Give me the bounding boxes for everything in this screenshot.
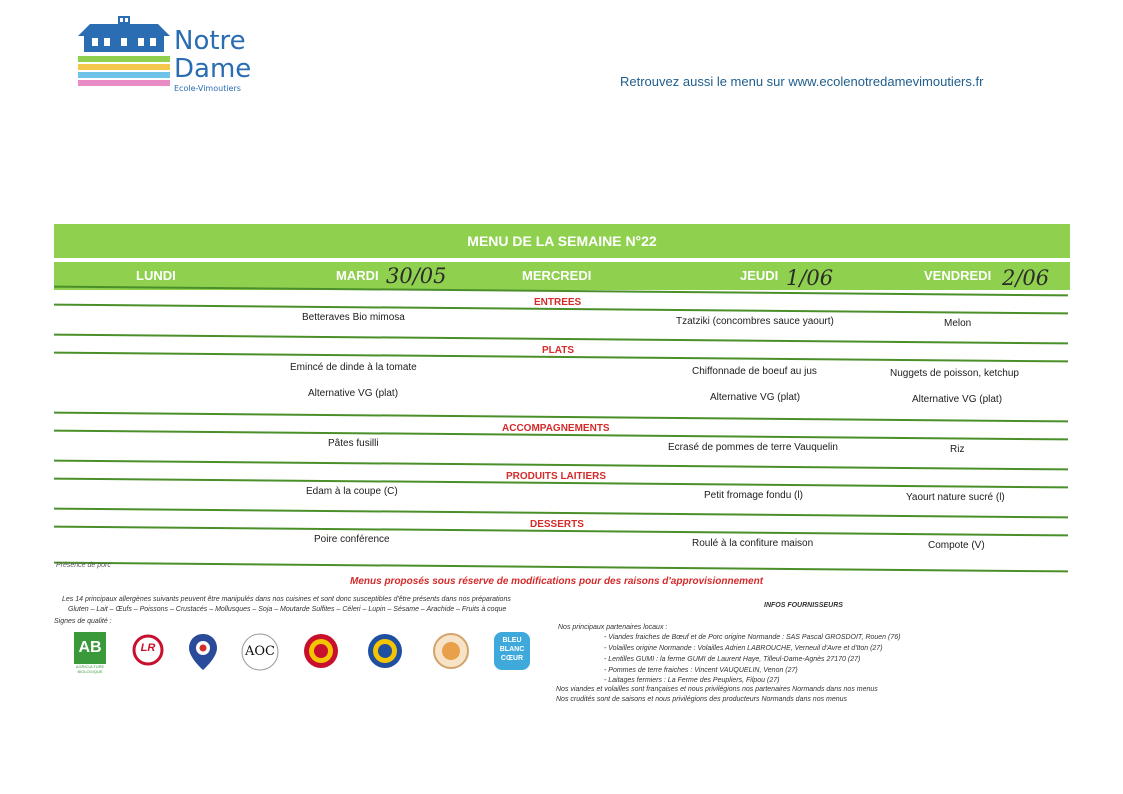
day-vendredi: VENDREDI — [924, 268, 992, 283]
date-mardi: 30/05 — [386, 264, 447, 288]
school-building-icon — [78, 16, 170, 52]
logo-stripe-green — [78, 56, 170, 62]
allergen-notice: Les 14 principaux allergènes suivants peuvent être manipulés dans nos cuisines et sont donc susceptibles d'être présents dans nos préparations — [62, 596, 511, 603]
suppliers-footer-2: Nos crudités sont de saisons et nous privilégions des producteurs Normands dans nos menus — [556, 696, 848, 703]
jeudi-entree: Tzatziki (concombres sauce yaourt) — [676, 316, 834, 327]
mardi-alternative: Alternative VG (plat) — [308, 388, 399, 399]
logo-stripe-blue — [78, 72, 170, 78]
logo-subtitle: Ecole-Vimoutiers — [174, 84, 241, 93]
ab-bio-icon — [70, 632, 110, 672]
ab-badge-text: AB — [74, 632, 106, 664]
aoc-icon — [240, 632, 280, 672]
vendredi-accompagnement: Riz — [950, 444, 965, 455]
divider — [54, 562, 1068, 573]
igp-location-icon — [186, 632, 226, 672]
logo-stripe-pink — [78, 80, 170, 86]
suppliers-title: INFOS FOURNISSEURS — [764, 602, 843, 609]
label-rouge-icon — [130, 632, 170, 672]
mardi-entree: Betteraves Bio mimosa — [302, 312, 405, 323]
supplier-line: - Laitages fermiers : La Ferme des Peupliers, Filpou (27) — [604, 677, 780, 684]
vendredi-dessert: Compote (V) — [928, 540, 985, 551]
bbc-text: BLEU BLANC CŒUR — [494, 632, 530, 670]
vendredi-laitier: Yaourt nature sucré (l) — [906, 492, 1005, 503]
suppliers-intro: Nos principaux partenaires locaux : — [558, 624, 668, 631]
aop-icon — [302, 632, 342, 672]
allergen-list: Gluten – Lait – Œufs – Poissons – Crustacés – Mollusques – Soja – Moutarde Sulfites – Céleri – Lupin – Sésame – Arachide – Fruits à coque — [68, 606, 507, 613]
school-logo — [78, 16, 252, 98]
mardi-laitier: Edam à la coupe (C) — [306, 486, 398, 497]
vendredi-plat: Nuggets de poisson, ketchup — [890, 368, 1019, 379]
supply-warning: Menus proposés sous réserve de modifications pour des raisons d'approvisionnement — [350, 576, 764, 587]
bleu-blanc-coeur-icon — [494, 632, 534, 672]
divider — [54, 412, 1068, 423]
date-vendredi: 2/06 — [1002, 266, 1050, 290]
jeudi-plat: Chiffonnade de boeuf au jus — [692, 366, 817, 377]
jeudi-alternative: Alternative VG (plat) — [710, 392, 801, 403]
supplier-line: - Viandes fraiches de Bœuf et de Porc origine Normande : SAS Pascal GROSDOIT, Rouen (76) — [604, 634, 901, 641]
supplier-line: - Volailles origine Normande : Volailles Adrien LABROUCHE, Verneuil d'Avre et d'Iton (27) — [604, 645, 883, 652]
suppliers-box — [552, 596, 1060, 708]
menu-title: MENU DE LA SEMAINE N°22 — [54, 224, 1070, 258]
logo-name-line2: Dame — [174, 54, 252, 84]
label-rouge-text: LR — [140, 642, 156, 654]
divider — [54, 460, 1068, 471]
porc-note: Présence de porc — [56, 562, 111, 569]
mardi-plat: Emincé de dinde à la tomate — [290, 362, 417, 373]
day-jeudi: JEUDI — [740, 268, 779, 283]
day-lundi: LUNDI — [136, 268, 176, 283]
suppliers-footer-1: Nos viandes et volailles sont françaises et nous privilégions nos partenaires Normands dans nos menus — [556, 686, 878, 693]
mardi-accompagnement: Pâtes fusilli — [328, 438, 379, 449]
divider — [54, 508, 1068, 519]
section-produits-laitiers: PRODUITS LAITIERS — [506, 471, 607, 482]
section-desserts: DESSERTS — [530, 519, 584, 530]
vendredi-entree: Melon — [944, 318, 972, 329]
jeudi-accompagnement: Ecrasé de pommes de terre Vauquelin — [668, 442, 838, 453]
quality-label: Signes de qualité : — [54, 618, 112, 625]
date-jeudi: 1/06 — [786, 266, 834, 290]
section-entrees: ENTREES — [534, 297, 582, 308]
supplier-line: - Lentilles GUMI : la ferme GUMI de Laurent Haye, Tilleul-Dame-Agnès 27170 (27) — [604, 656, 861, 663]
jeudi-laitier: Petit fromage fondu (l) — [704, 490, 803, 501]
section-plats: PLATS — [542, 345, 575, 356]
website-link-text[interactable]: Retrouvez aussi le menu sur www.ecolenotredamevimoutiers.fr — [620, 74, 984, 89]
vendredi-alternative: Alternative VG (plat) — [912, 394, 1003, 405]
logo-name-line1: Notre — [174, 26, 246, 56]
stg-icon — [432, 632, 472, 672]
day-mardi: MARDI — [336, 268, 379, 283]
aoc-text: AOC — [245, 644, 275, 659]
days-header — [54, 262, 1070, 290]
supplier-line: - Pommes de terre fraiches : Vincent VAUQUELIN, Venon (27) — [604, 667, 798, 674]
logo-stripe-yellow — [78, 64, 170, 70]
jeudi-dessert: Roulé à la confiture maison — [692, 538, 814, 549]
mardi-dessert: Poire conférence — [314, 534, 390, 545]
section-accompagnements: ACCOMPAGNEMENTS — [502, 423, 610, 434]
igp-icon — [366, 632, 406, 672]
ab-badge-sub: AGRICULTURE BIOLOGIQUE — [75, 664, 105, 674]
divider — [54, 334, 1068, 345]
day-mercredi: MERCREDI — [522, 268, 592, 283]
